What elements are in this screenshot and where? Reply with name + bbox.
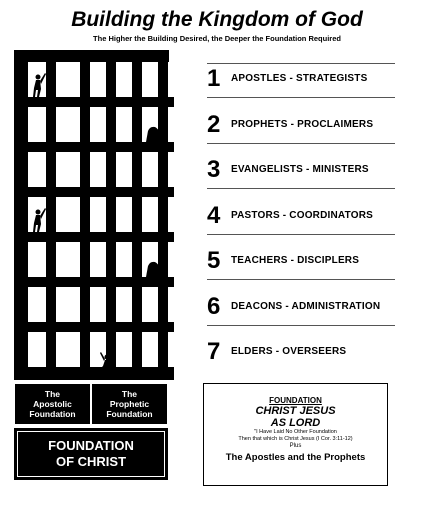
rank-label: EVANGELISTS - MINISTERS	[231, 164, 369, 175]
panel-last: The Apostles and the Prophets	[225, 452, 366, 463]
rank-item-elders	[207, 337, 395, 370]
panel-line1: CHRIST JESUS	[255, 405, 336, 417]
page-title: Building the Kingdom of God	[71, 8, 363, 31]
rank-divider	[207, 143, 395, 144]
rank-divider	[207, 325, 395, 326]
rank-divider	[207, 97, 395, 98]
christ-foundation-box	[14, 428, 168, 480]
rank-item-deacons	[207, 292, 395, 325]
rank-item-pastors	[207, 201, 395, 234]
worker-figure-icon	[33, 73, 46, 97]
apostolic-line: The	[44, 389, 61, 399]
rank-number: 5	[207, 247, 221, 274]
rank-label: TEACHERS - DISCIPLERS	[231, 255, 360, 266]
floor-slab	[14, 187, 174, 197]
rank-item-prophets	[207, 110, 395, 143]
rank-number: 7	[207, 338, 221, 365]
prophetic-line: Foundation	[106, 409, 153, 419]
floor-slab	[14, 277, 174, 287]
foundation-panel	[203, 383, 388, 486]
building-column	[106, 62, 116, 380]
rank-item-apostles	[207, 64, 395, 97]
building-column	[132, 62, 142, 380]
floor-slab	[14, 97, 174, 107]
panel-heading: FOUNDATION	[269, 396, 322, 405]
rank-number: 3	[207, 156, 221, 183]
page-subtitle: The Higher the Building Desired, the Deeper the Foundation Required	[93, 34, 341, 43]
worker-figure-icon	[146, 262, 160, 277]
rank-divider	[207, 279, 395, 280]
rank-label: PROPHETS - PROCLAIMERS	[231, 119, 374, 130]
panel-plus: Plus	[289, 443, 302, 449]
prophetic-line: Prophetic	[109, 399, 150, 409]
rank-number: 2	[207, 111, 221, 138]
rank-divider	[207, 188, 395, 189]
rank-label: APOSTLES - STRATEGISTS	[231, 73, 368, 84]
rank-number: 4	[207, 202, 221, 229]
worker-figure-icon	[33, 208, 46, 232]
rank-number: 1	[207, 65, 221, 92]
rank-item-evangelists	[207, 155, 395, 188]
floor-slab	[14, 367, 174, 380]
building-column	[80, 62, 90, 380]
christ-foundation-line: OF CHRIST	[55, 454, 127, 469]
apostolic-line: Foundation	[29, 409, 76, 419]
prophetic-foundation-box	[91, 383, 168, 425]
prophetic-line: The	[121, 389, 138, 399]
panel-quote2: Then that which is Christ Jesus (I Cor. 3:11-12)	[238, 436, 353, 442]
building-roof-beam	[14, 50, 169, 62]
floor-slab	[14, 322, 174, 332]
building-column	[46, 62, 56, 380]
worker-figure-icon	[146, 127, 160, 142]
rank-label: PASTORS - COORDINATORS	[231, 210, 374, 221]
apostolic-foundation-box	[14, 383, 91, 425]
rank-divider	[207, 234, 395, 235]
rank-label: DEACONS - ADMINISTRATION	[231, 301, 381, 312]
rank-item-teachers	[207, 246, 395, 279]
panel-line2: AS LORD	[270, 417, 321, 429]
floor-slab	[14, 142, 174, 152]
panel-quote1: "I Have Laid No Other Foundation	[254, 429, 337, 435]
building-column	[158, 62, 168, 380]
rank-number: 6	[207, 293, 221, 320]
christ-foundation-line: FOUNDATION	[48, 438, 134, 453]
apostolic-line: Apostolic	[33, 399, 72, 409]
floor-slab	[14, 232, 174, 242]
rank-label: ELDERS - OVERSEERS	[231, 346, 347, 357]
